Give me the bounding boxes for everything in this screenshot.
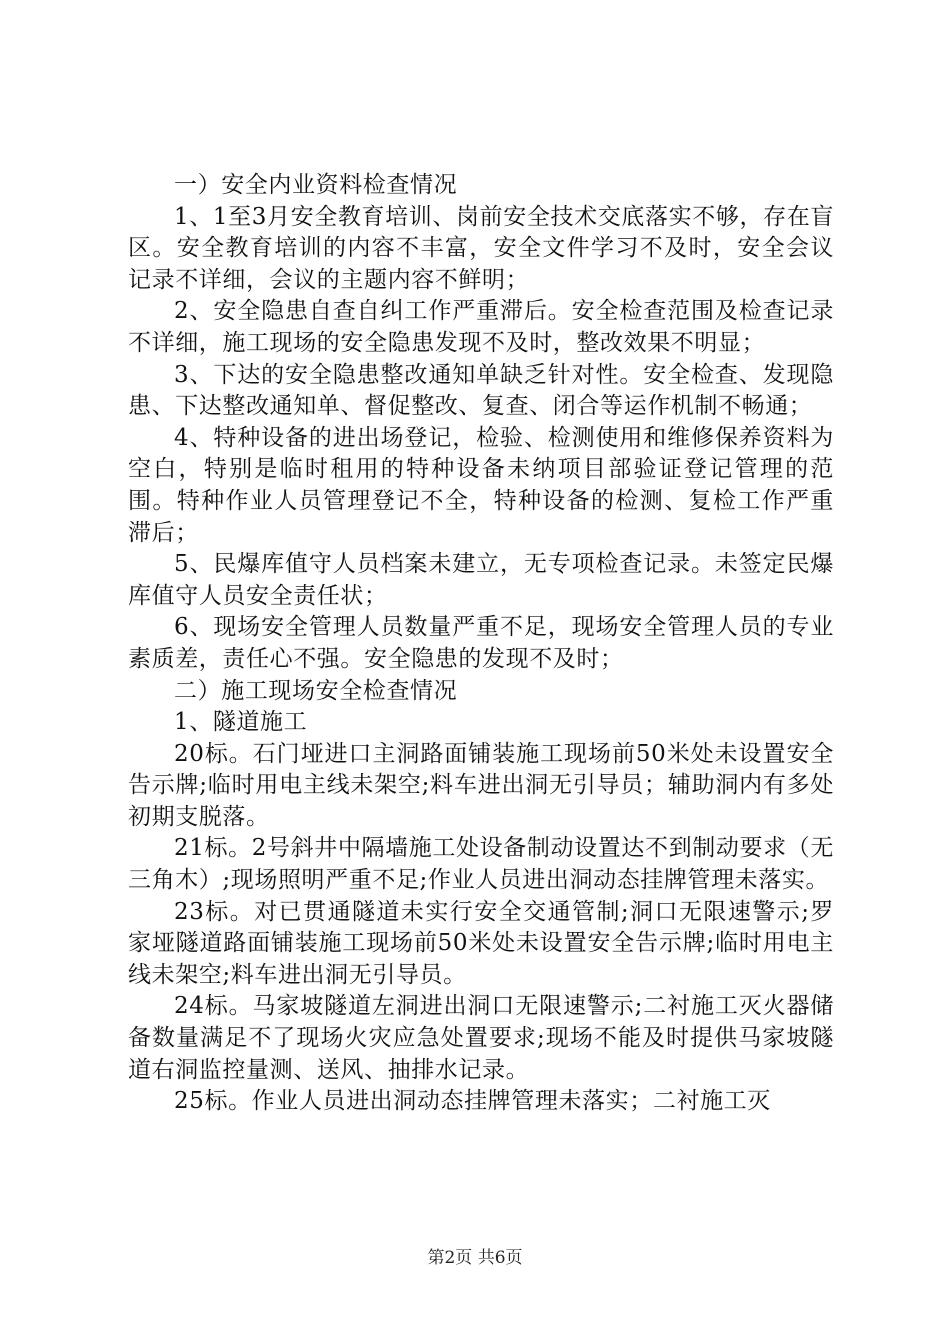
paragraph-section-23: 23标。对已贯通隧道未实行安全交通管制;洞口无限速警示;罗家垭隧道路面铺装施工现场前50米处未设置安全告示牌;临时用电主线未架空;料车进出洞无引导员。 [128, 898, 834, 988]
paragraph-section-20: 20标。石门垭进口主洞路面铺装施工现场前50米处未设置安全告示牌;临时用电主线未架空;料车进出洞无引导员；辅助洞内有多处初期支脱落。 [128, 740, 834, 830]
document-body [128, 170, 834, 1118]
paragraph-section-24: 24标。马家坡隧道左洞进出洞口无限速警示;二衬施工灭火器储备数量满足不了现场火灾应急处置要求;现场不能及时提供马家坡隧道右洞监控量测、送风、抽排水记录。 [128, 993, 834, 1083]
paragraph-section-25: 25标。作业人员进出洞动态挂牌管理未落实；二衬施工灭 [174, 1088, 771, 1115]
paragraph-3: 3、下达的安全隐患整改通知单缺乏针对性。安全检查、发现隐患、下达整改通知单、督促整改、复查、闭合等运作机制不畅通； [128, 361, 834, 420]
paragraph-4: 4、特种设备的进出场登记，检验、检测使用和维修保养资料为空白，特别是临时租用的特种设备未纳项目部验证登记管理的范围。特种作业人员管理登记不全，特种设备的检测、复检工作严重滞后； [128, 424, 834, 546]
paragraph-5: 5、民爆库值守人员档案未建立，无专项检查记录。未签定民爆库值守人员安全责任状； [128, 551, 834, 609]
paragraph-2: 2、安全隐患自查自纠工作严重滞后。安全检查范围及检查记录不详细，施工现场的安全隐患发现不及时，整改效果不明显； [128, 298, 834, 356]
paragraph-1: 1、1至3月安全教育培训、岗前安全技术交底落实不够，存在盲区。安全教育培训的内容不丰富，安全文件学习不及时，安全会议记录不详细，会议的主题内容不鲜明； [128, 203, 834, 293]
section-heading-2: 二）施工现场安全检查情况 [174, 677, 458, 704]
section-heading-1: 一）安全内业资料检查情况 [174, 172, 458, 198]
paragraph-section-21: 21标。2号斜井中隔墙施工处设备制动设置达不到制动要求（无三角木）;现场照明严重不足;作业人员进出洞动态挂牌管理未落实。 [128, 835, 834, 894]
subsection-heading-tunnel: 1、隧道施工 [174, 709, 308, 736]
paragraph-6: 6、现场安全管理人员数量严重不足，现场安全管理人员的专业素质差，责任心不强。安全隐患的发现不及时； [128, 614, 834, 672]
page-number-footer: 第2页 共6页 [427, 1248, 523, 1268]
